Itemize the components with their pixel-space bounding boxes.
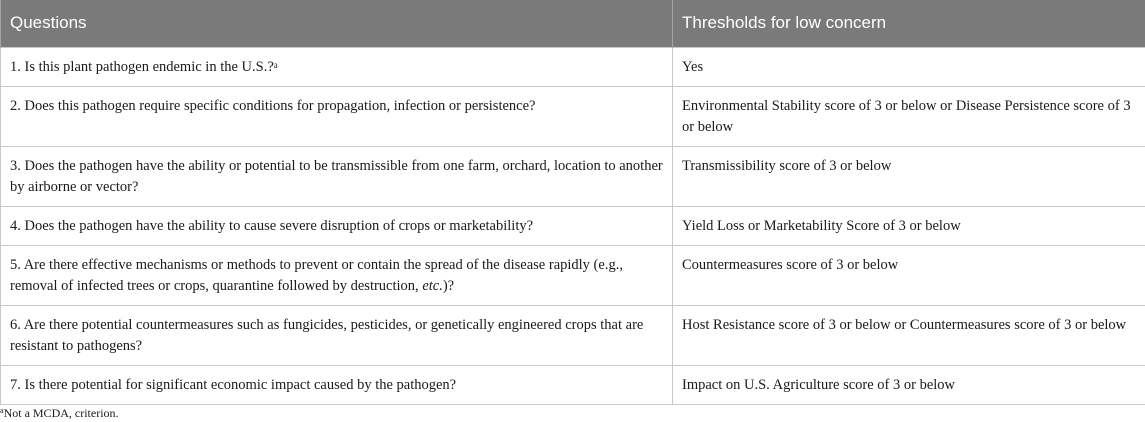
- threshold-cell: Countermeasures score of 3 or below: [673, 245, 1145, 305]
- threshold-cell: Host Resistance score of 3 or below or Countermeasures score of 3 or below: [673, 305, 1145, 365]
- question-cell: 3. Does the pathogen have the ability or potential to be transmissible from one farm, orchard, location to another by airborne or vector?: [1, 146, 673, 206]
- table-header-row: [1, 0, 1145, 47]
- threshold-cell: Environmental Stability score of 3 or below or Disease Persistence score of 3 or below: [673, 86, 1145, 146]
- threshold-cell: Yes: [673, 47, 1145, 86]
- table-row: [1, 365, 1145, 404]
- question-end-text: )?: [442, 277, 455, 294]
- footnote-marker: a: [0, 406, 4, 415]
- question-cell: 6. Are there potential countermeasures such as fungicides, pesticides, or genetically engineered crops that are resistant to pathogens?: [1, 305, 673, 365]
- question-cell: [1, 47, 673, 86]
- threshold-cell: Yield Loss or Marketability Score of 3 or below: [673, 206, 1145, 245]
- question-italic-text: etc.: [422, 277, 443, 294]
- question-cell: 4. Does the pathogen have the ability to cause severe disruption of crops or marketability?: [1, 206, 673, 245]
- table-row: [1, 206, 1145, 245]
- header-questions: Questions: [1, 0, 673, 47]
- table-row: [1, 245, 1145, 305]
- threshold-cell: Impact on U.S. Agriculture score of 3 or below: [673, 365, 1145, 404]
- footnote-marker: a: [273, 59, 278, 70]
- table-footnote: [0, 406, 119, 421]
- table-row: [1, 305, 1145, 365]
- table-row: [1, 86, 1145, 146]
- table-row: [1, 47, 1145, 86]
- question-text: 1. Is this plant pathogen endemic in the U.S.?: [10, 58, 274, 75]
- question-cell: [1, 245, 673, 305]
- threshold-cell: Transmissibility score of 3 or below: [673, 146, 1145, 206]
- question-cell: 7. Is there potential for significant economic impact caused by the pathogen?: [1, 365, 673, 404]
- question-cell: 2. Does this pathogen require specific conditions for propagation, infection or persistence?: [1, 86, 673, 146]
- table-row: [1, 146, 1145, 206]
- header-thresholds: Thresholds for low concern: [673, 0, 1145, 47]
- footnote-text: Not a MCDA, criterion.: [3, 406, 119, 420]
- question-text: 5. Are there effective mechanisms or methods to prevent or contain the spread of the disease rapidly (e.g., removal of infected trees or crops, quarantine followed by destruction,: [10, 256, 623, 294]
